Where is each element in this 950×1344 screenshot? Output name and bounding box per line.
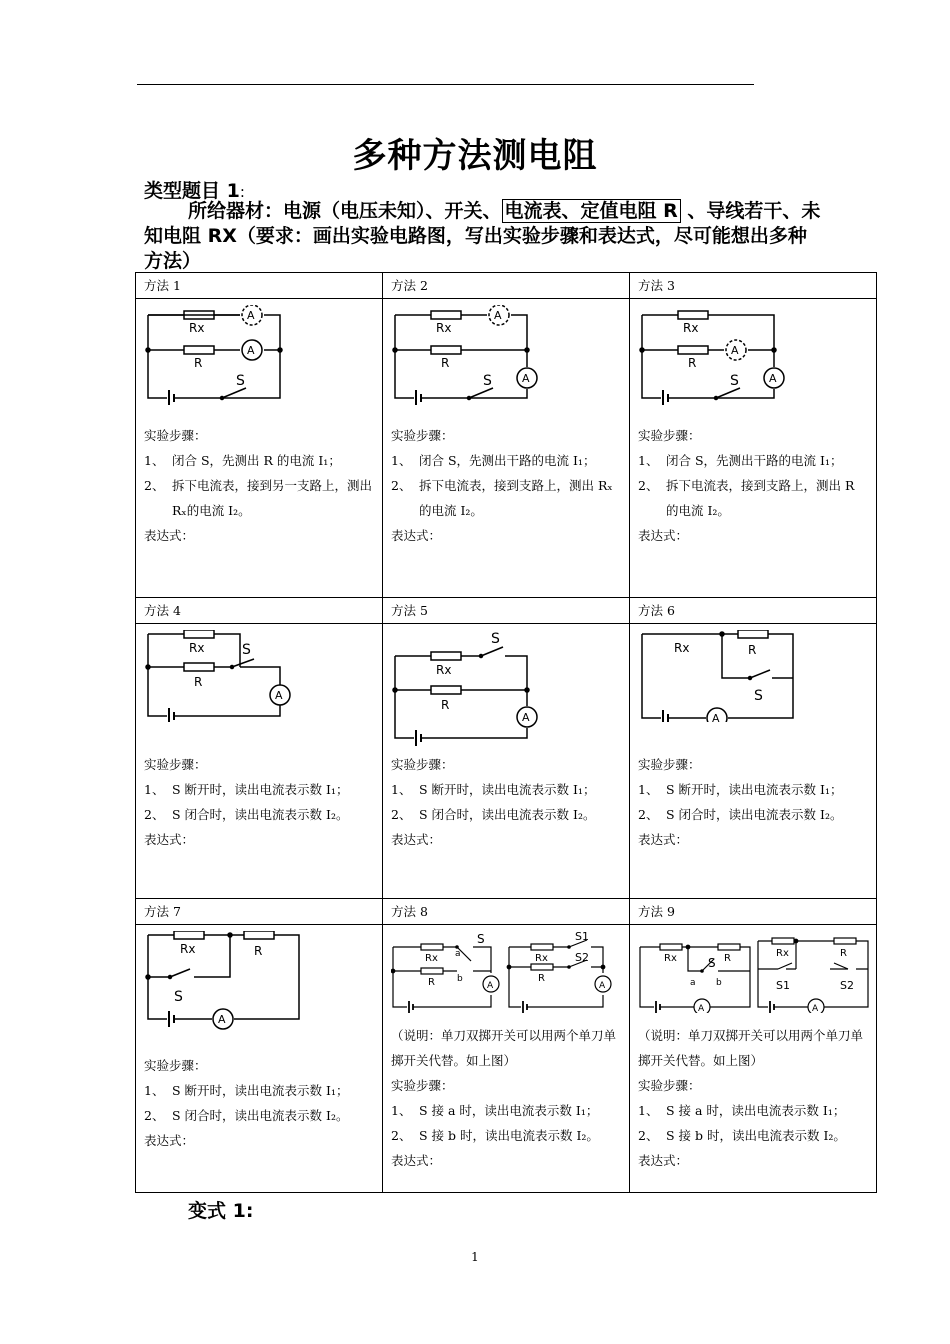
- step: S 闭合时，读出电流表示数 I₂。: [172, 1108, 349, 1123]
- steps-label: 实验步骤：: [144, 757, 207, 772]
- label-contact-a: a: [455, 949, 461, 959]
- expr-label: 表达式：: [144, 528, 195, 543]
- method-cell: [136, 299, 383, 598]
- step: S 断开时，读出电流表示数 I₁；: [419, 782, 596, 797]
- circuit-diagram-6: [638, 630, 798, 722]
- method-cell: [383, 624, 630, 899]
- label-switch: S: [477, 932, 485, 946]
- method-cell: [383, 299, 630, 598]
- label-ammeter: A: [275, 689, 283, 702]
- method-text: 实验步骤： 1、 S 断开时，读出电流表示数 I₁； 2、 S 闭合时，读出电流表示数 I₂。 表达式：: [144, 752, 374, 852]
- boxed-materials: 电流表、定值电阻 R: [502, 199, 681, 223]
- method-text: 实验步骤： 1、 S 断开时，读出电流表示数 I₁； 2、 S 闭合时，读出电流表示数 I₂。 表达式：: [144, 1053, 374, 1153]
- label-switch-2: S2: [840, 979, 854, 992]
- step: S 断开时，读出电流表示数 I₁；: [172, 782, 349, 797]
- step: S 闭合时，读出电流表示数 I₂。: [666, 807, 843, 822]
- label-r: R: [538, 973, 545, 984]
- label-ammeter: A: [712, 712, 720, 722]
- expr-label: 表达式：: [391, 832, 442, 847]
- steps-label: 实验步骤：: [638, 428, 701, 443]
- step: 闭合 S，先测出 R 的电流 I₁；: [172, 453, 341, 468]
- method-cell: [630, 624, 877, 899]
- method-title: 方法 4: [136, 598, 383, 624]
- method-cell: [136, 925, 383, 1193]
- expr-label: 表达式：: [144, 832, 195, 847]
- method-title: 方法 6: [630, 598, 877, 624]
- label-rx: Rx: [436, 321, 452, 335]
- label-ammeter: A: [247, 309, 255, 322]
- label-r: R: [840, 948, 847, 959]
- label-ammeter: A: [247, 344, 255, 357]
- circuit-diagram-1: [144, 305, 294, 405]
- label-switch-2: S2: [575, 951, 589, 964]
- expr-label: 表达式：: [391, 1153, 442, 1168]
- label-rx: Rx: [683, 321, 699, 335]
- label-rx: Rx: [436, 663, 452, 677]
- step: S 接 b 时，读出电流表示数 I₂。: [666, 1128, 846, 1143]
- label-ammeter: A: [731, 344, 739, 357]
- label-switch-1: S1: [575, 931, 589, 943]
- given-materials: 所给器材：电源（电压未知）、开关、 电流表、定值电阻 R 、导线若干、未知电阻 RX（要求：画出实验电路图，写出实验步骤和表达式，尽可能想出多种方法）: [144, 200, 821, 272]
- header-rule: [137, 84, 754, 85]
- step: S 断开时，读出电流表示数 I₁；: [666, 782, 843, 797]
- variant-heading: 变式 1:: [188, 1200, 254, 1222]
- expr-label: 表达式：: [638, 1153, 689, 1168]
- method-title: 方法 5: [383, 598, 630, 624]
- method-text: 实验步骤： 1、 S 断开时，读出电流表示数 I₁； 2、 S 闭合时，读出电流表示数 I₂。 表达式：: [391, 752, 621, 852]
- steps-label: 实验步骤：: [391, 757, 454, 772]
- question-heading: 类型题目 1:: [144, 180, 245, 202]
- expr-label: 表达式：: [144, 1133, 195, 1148]
- label-ammeter: A: [487, 981, 494, 991]
- label-rx: Rx: [664, 953, 677, 964]
- label-switch: S: [730, 373, 739, 389]
- step: S 接 a 时，读出电流表示数 I₁；: [666, 1103, 846, 1118]
- circuit-diagram-2: [391, 305, 541, 405]
- label-r: R: [688, 356, 697, 370]
- circuit-diagram-4: [144, 630, 294, 722]
- step: S 接 a 时，读出电流表示数 I₁；: [419, 1103, 599, 1118]
- label-switch: S: [491, 631, 500, 647]
- method-text: （说明：单刀双掷开关可以用两个单刀单掷开关代替。如上图） 实验步骤： 1、 S 接 a 时，读出电流表示数 I₁； 2、 S 接 b 时，读出电流表示数 I₂。 表达式：: [638, 1023, 868, 1173]
- label-rx: Rx: [425, 953, 438, 964]
- steps-label: 实验步骤：: [391, 1078, 454, 1093]
- label-r: R: [428, 977, 435, 988]
- step: S 闭合时，读出电流表示数 I₂。: [419, 807, 596, 822]
- method-text: （说明：单刀双掷开关可以用两个单刀单掷开关代替。如上图） 实验步骤： 1、 S 接 a 时，读出电流表示数 I₁； 2、 S 接 b 时，读出电流表示数 I₂。 表达式：: [391, 1023, 621, 1173]
- label-ammeter: A: [769, 372, 777, 385]
- label-rx: Rx: [180, 942, 196, 956]
- label-ammeter: A: [698, 1004, 705, 1013]
- label-switch-1: S1: [776, 979, 790, 992]
- method-title: 方法 2: [383, 273, 630, 299]
- method-note: （说明：单刀双掷开关可以用两个单刀单掷开关代替。如上图）: [391, 1028, 617, 1068]
- step: 拆下电流表，接到支路上，测出 Rₓ的电流 I₂。: [419, 478, 613, 518]
- step: 拆下电流表，接到支路上，测出 R 的电流 I₂。: [666, 478, 855, 518]
- label-ammeter: A: [522, 372, 530, 385]
- label-rx: Rx: [535, 953, 548, 964]
- method-cell: [630, 925, 877, 1193]
- expr-label: 表达式：: [638, 528, 689, 543]
- label-ammeter: A: [522, 711, 530, 724]
- label-rx: Rx: [776, 948, 789, 959]
- method-note: （说明：单刀双掷开关可以用两个单刀单掷开关代替。如上图）: [638, 1028, 864, 1068]
- steps-label: 实验步骤：: [144, 1058, 207, 1073]
- label-rx: Rx: [674, 641, 690, 655]
- method-title: 方法 3: [630, 273, 877, 299]
- method-text: 实验步骤： 1、 闭合 S，先测出 R 的电流 I₁； 2、 拆下电流表，接到另一支路上，测出 Rₓ的电流 I₂。 表达式：: [144, 423, 374, 548]
- label-ammeter: A: [812, 1004, 819, 1013]
- label-contact-b: b: [457, 974, 463, 984]
- method-title: 方法 8: [383, 899, 630, 925]
- step: 拆下电流表，接到另一支路上，测出 Rₓ的电流 I₂。: [172, 478, 373, 518]
- method-cell: [630, 299, 877, 598]
- method-title: 方法 7: [136, 899, 383, 925]
- method-cell: [136, 624, 383, 899]
- label-switch: S: [483, 373, 492, 389]
- label-switch: S: [242, 642, 251, 658]
- label-switch: S: [754, 688, 763, 704]
- label-r: R: [254, 944, 263, 958]
- label-r: R: [194, 675, 203, 689]
- method-title: 方法 1: [136, 273, 383, 299]
- method-cell: [383, 925, 630, 1193]
- methods-table: [135, 272, 877, 1193]
- steps-label: 实验步骤：: [638, 757, 701, 772]
- page-title: 多种方法测电阻: [352, 136, 598, 176]
- steps-label: 实验步骤：: [638, 1078, 701, 1093]
- circuit-diagram-8: [391, 931, 616, 1013]
- label-r: R: [441, 356, 450, 370]
- step: S 断开时，读出电流表示数 I₁；: [172, 1083, 349, 1098]
- label-switch: S: [174, 989, 183, 1005]
- circuit-diagram-5: [391, 630, 541, 752]
- method-title: 方法 9: [630, 899, 877, 925]
- label-contact-b: b: [716, 978, 722, 988]
- expr-label: 表达式：: [638, 832, 689, 847]
- step: S 闭合时，读出电流表示数 I₂。: [172, 807, 349, 822]
- label-ammeter: A: [599, 981, 606, 991]
- steps-label: 实验步骤：: [391, 428, 454, 443]
- page-number: 1: [471, 1250, 479, 1264]
- label-rx: Rx: [189, 641, 205, 655]
- label-r: R: [441, 698, 450, 712]
- method-text: 实验步骤： 1、 S 断开时，读出电流表示数 I₁； 2、 S 闭合时，读出电流表示数 I₂。 表达式：: [638, 752, 868, 852]
- steps-label: 实验步骤：: [144, 428, 207, 443]
- label-contact-a: a: [690, 978, 696, 988]
- circuit-diagram-7: [144, 931, 304, 1031]
- label-ammeter: A: [218, 1013, 226, 1026]
- step: 闭合 S，先测出干路的电流 I₁；: [666, 453, 843, 468]
- label-rx: Rx: [189, 321, 205, 335]
- circuit-diagram-9: [638, 931, 870, 1013]
- expr-label: 表达式：: [391, 528, 442, 543]
- label-switch: S: [708, 956, 716, 970]
- label-switch: S: [236, 373, 245, 389]
- step: 闭合 S，先测出干路的电流 I₁；: [419, 453, 596, 468]
- label-r: R: [724, 953, 731, 964]
- label-r: R: [748, 643, 757, 657]
- label-r: R: [194, 356, 203, 370]
- method-text: 实验步骤： 1、 闭合 S，先测出干路的电流 I₁； 2、 拆下电流表，接到支路上，测出 R 的电流 I₂。 表达式：: [638, 423, 868, 548]
- method-text: 实验步骤： 1、 闭合 S，先测出干路的电流 I₁； 2、 拆下电流表，接到支路上，测出 Rₓ的电流 I₂。 表达式：: [391, 423, 621, 548]
- step: S 接 b 时，读出电流表示数 I₂。: [419, 1128, 599, 1143]
- circuit-diagram-3: [638, 305, 788, 405]
- label-ammeter: A: [494, 309, 502, 322]
